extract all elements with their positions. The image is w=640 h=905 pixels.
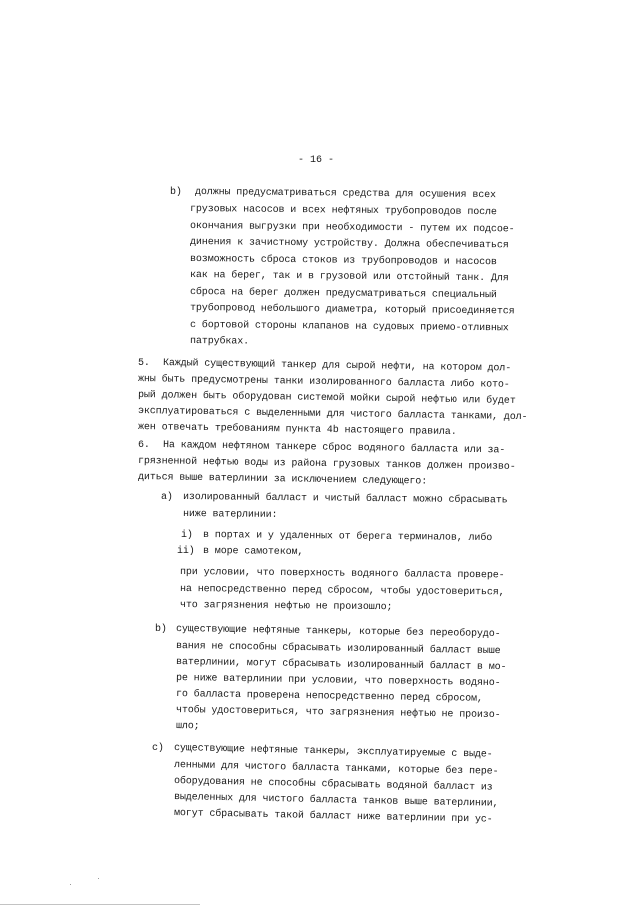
sub-i-marker: i) <box>181 530 193 541</box>
text-line: как на берег, так и в грузовой или отстойный танк. Для <box>189 270 509 285</box>
page-number: - 16 - <box>298 155 335 166</box>
text-line: в море самотеком, <box>202 546 304 559</box>
text-line: вания не способны сбрасывать изолированный балласт выше <box>175 641 501 658</box>
text-line: диться выше ватерлинии за исключением следующего: <box>137 472 428 488</box>
text-line: ниже ватерлинии: <box>182 509 278 521</box>
item-a-marker: a) <box>161 492 173 503</box>
text-line: могут сбрасывать такой балласт ниже ватерлинии при ус- <box>173 808 493 826</box>
text-line: го балласта проверена непосредственно перед сбросом, <box>175 689 483 705</box>
text-line: чтобы удостовериться, что загрязнения нефтью не произо- <box>175 705 501 722</box>
text-line: окончания выгрузки при необходимости - путем их подсое- <box>189 221 515 236</box>
text-line: На каждом нефтяном танкере сброс водяного балласта или за- <box>162 440 506 457</box>
text-line: изолированный балласт и чистый балласт можно сбрасывать <box>182 492 508 507</box>
text-line: на непосредственно перед сбросом, чтобы удостовериться, <box>179 584 505 599</box>
text-line: эксплуатироваться с выделенными для чистого балласта танками, дол- <box>137 406 528 424</box>
text-line: динения к зачистному устройству. Должна обеспечиваться <box>189 237 509 252</box>
text-line: сброса на берег должен предусматриваться специальный <box>189 287 497 302</box>
text-line: ленными для чистого балласта танками, которые без пере- <box>173 760 499 778</box>
text-line: возможность сброса стоков из трубопроводов и насосов <box>189 254 497 269</box>
scan-speck <box>98 878 99 879</box>
text-line: жны быть предусмотрены танки изолированного балласта либо кото- <box>137 374 510 391</box>
text-line: ватерлинии, могут сбрасывать изолированный балласт в мо- <box>175 657 507 674</box>
item-b-top-marker: b) <box>170 187 182 198</box>
text-line: жен отвечать требованиям пункта 4b настоящего правила. <box>137 422 457 439</box>
sub-ii-marker: ii) <box>177 546 195 557</box>
item-c-marker: c) <box>152 743 164 754</box>
text-line: при условии, что поверхность водяного балласта провере- <box>179 567 505 582</box>
text-line: грузовых насосов и всех нефтяных трубопроводов после <box>189 204 497 219</box>
text-line: Каждый существующий танкер для сырой нефти, на котором дол- <box>162 358 512 375</box>
text-line: рый должен быть оборудован системой мойки сырой нефтью или будет <box>137 390 516 407</box>
text-line: оборудования не способны сбрасывать водяной балласт из <box>173 776 493 794</box>
text-line: трубопровод небольшого диаметра, который присоединяется <box>189 303 515 318</box>
para-5-number: 5. <box>138 358 150 369</box>
text-line: существующие нефтяные танкеры, которые без переоборудо- <box>175 624 501 641</box>
text-line: должны предусматриваться средства для осушения всех <box>194 187 496 202</box>
item-b-marker: b) <box>155 624 167 635</box>
text-line: выделенных для чистого балласта танков выше ватерлинии, <box>173 792 499 810</box>
text-line: в портах и у удаленных от берега терминалов, либо <box>202 530 493 545</box>
text-line: патрубках. <box>189 336 250 348</box>
text-line: с бортовой стороны клапанов на судовых приемо-отливных <box>189 320 509 335</box>
text-line: ре ниже ватерлинии при условии, что поверхность водяно- <box>175 673 501 690</box>
scan-speck <box>70 884 71 885</box>
text-line: шло; <box>175 721 200 733</box>
text-line: что загрязнения нефтью не произошло; <box>179 600 393 614</box>
text-line: существующие нефтяные танкеры, эксплуатируемые с выде- <box>173 743 493 761</box>
para-6-number: 6. <box>138 440 150 451</box>
text-line: грязненной нефтью воды из района грузовых танков должен произво- <box>137 456 516 473</box>
